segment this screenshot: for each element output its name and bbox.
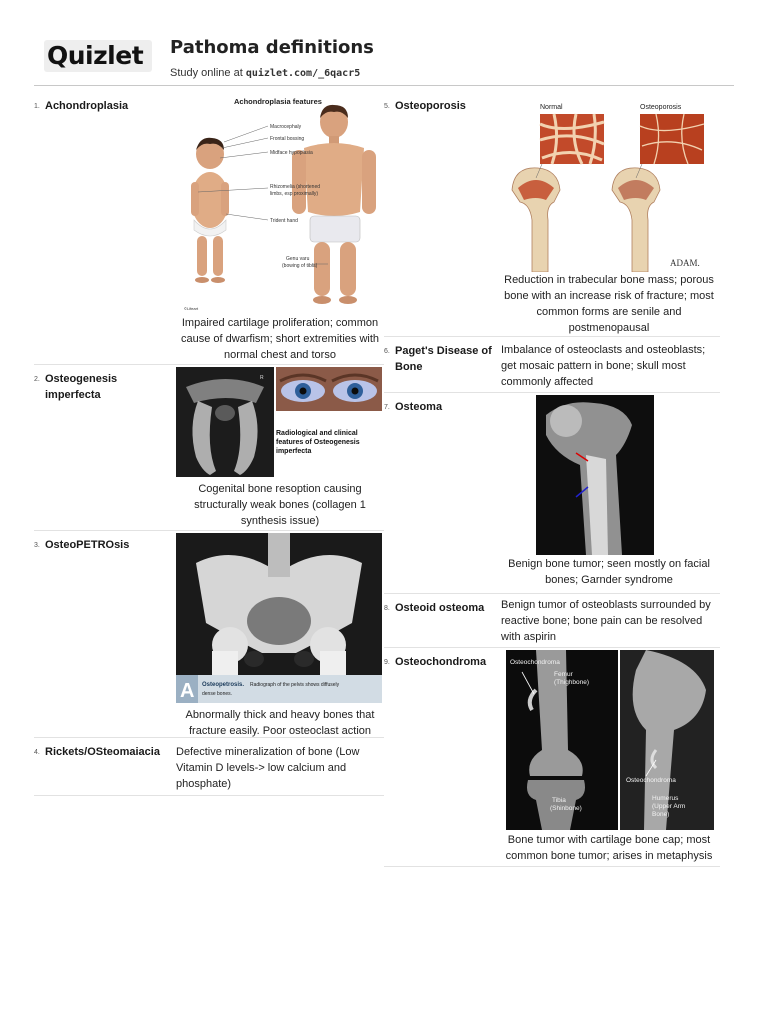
term-definition: Bone tumor with cartilage bone cap; most common bone tumor; arises in metaphysis xyxy=(505,834,713,862)
label-osteochondroma-right: Osteochondroma xyxy=(626,777,676,784)
term-definition: Benign tumor of osteoblasts surrounded by reactive bone; bone pain can be resolved with aspirin xyxy=(501,599,711,643)
label-trident-hand: Trident hand xyxy=(270,218,298,224)
figure-title: Achondroplasia features xyxy=(234,97,322,106)
term-number: 3. xyxy=(34,542,40,549)
osteoporosis-illustration xyxy=(502,100,712,272)
caption-line-2: features of Osteogenesis xyxy=(276,439,360,446)
term-definition: Abnormally thick and heavy bones that fracture easily. Poor osteoclast action xyxy=(185,709,375,737)
label-normal: Normal xyxy=(540,104,563,111)
caption-line-1: Radiological and clinical xyxy=(276,430,358,437)
term-label xyxy=(34,371,172,403)
term-number: 8. xyxy=(384,605,390,612)
term-label xyxy=(34,537,172,554)
blue-sclera-photo xyxy=(276,367,382,411)
study-online-prefix: Study online at xyxy=(170,67,243,79)
term-text: Osteoma xyxy=(395,401,443,413)
caption-text-2: dense bones. xyxy=(202,691,233,697)
term-row xyxy=(34,92,384,365)
term-number: 4. xyxy=(34,749,40,756)
term-row xyxy=(384,648,720,867)
term-number: 7. xyxy=(384,404,390,411)
term-definition: Imbalance of osteoclasts and osteoblasts; get mosaic pattern in bone; skull most commonly affected xyxy=(501,344,706,388)
label-rhizomelia-2: limbs, esp proximally) xyxy=(270,191,319,197)
achondroplasia-illustration xyxy=(182,92,378,314)
term-text: Achondroplasia xyxy=(45,100,129,112)
term-definition: Benign bone tumor; seen mostly on facial bones; Garnder syndrome xyxy=(508,558,710,586)
study-online-line xyxy=(170,67,360,79)
adam-credit: ADAM. xyxy=(670,258,700,268)
label-genu-varu-2: (bowing of tibia) xyxy=(282,263,318,269)
term-row xyxy=(384,92,720,337)
term-label xyxy=(34,98,172,115)
term-definition: Reduction in trabecular bone mass; porous bone with an increase risk of fracture; most common forms are senile and postmenopausal xyxy=(504,274,714,334)
osteogenesis-xray xyxy=(176,367,274,477)
term-text: Osteochondroma xyxy=(395,656,487,668)
adult-figure xyxy=(292,105,376,304)
term-number: 9. xyxy=(384,659,390,666)
osteopetrosis-xray xyxy=(176,533,382,703)
label-midface-hypoplasia: Midface hypoplasia xyxy=(270,150,313,156)
term-label xyxy=(384,399,522,416)
page-title: Pathoma definitions xyxy=(170,37,374,58)
term-definition: Cogenital bone resoption causing structurally weak bones (collagen 1 synthesis issue) xyxy=(194,483,366,527)
term-text: Osteoporosis xyxy=(395,100,466,112)
term-row xyxy=(384,594,720,648)
term-text: OsteoPETROsis xyxy=(45,539,130,551)
term-row xyxy=(384,393,720,594)
term-text: Paget's Disease of Bone xyxy=(395,345,492,373)
page-header xyxy=(44,34,734,86)
adam-logo xyxy=(670,256,714,268)
term-row xyxy=(34,365,384,531)
term-row xyxy=(34,738,384,796)
term-label xyxy=(34,744,174,761)
term-label xyxy=(384,654,522,671)
label-frontal-bossing: Frontal bossing xyxy=(270,136,305,142)
osteoma-xray xyxy=(536,395,654,555)
term-number: 5. xyxy=(384,103,390,110)
header-divider xyxy=(34,85,734,86)
term-number: 1. xyxy=(34,103,40,110)
label-femur-2: (Thighbone) xyxy=(554,679,590,686)
label-humerus-3: Bone) xyxy=(652,811,670,818)
term-row xyxy=(34,531,384,738)
term-text: Osteoid osteoma xyxy=(395,602,485,614)
label-genu-varu: Genu varu xyxy=(286,256,310,262)
label-osteoporosis: Osteoporosis xyxy=(640,104,682,111)
term-definition: Defective mineralization of bone (Low Vitamin D levels-> low calcium and phosphate) xyxy=(176,746,360,790)
caption-bold: Osteopetrosis. xyxy=(202,682,245,688)
osteochondroma-xrays xyxy=(506,650,714,830)
quizlet-logo[interactable]: Quizlet xyxy=(44,40,152,72)
caption-text: Radiograph of the pelvis shows diffusely xyxy=(250,682,340,688)
label-tibia: Tibia xyxy=(552,797,566,804)
label-macrocephaly: Macrocephaly xyxy=(270,124,302,130)
label-rhizomelia: Rhizomelia (shortened xyxy=(270,184,321,190)
term-number: 6. xyxy=(384,348,390,355)
term-number: 2. xyxy=(34,376,40,383)
term-row xyxy=(384,337,720,393)
osteogenesis-figure-caption xyxy=(276,425,382,465)
figure-letter: A xyxy=(180,680,195,702)
child-figure xyxy=(191,138,229,283)
figure-credit: ©Lifeart xyxy=(184,306,199,311)
term-text: Rickets/OSteomaiacia xyxy=(45,746,160,758)
label-osteochondroma-left: Osteochondroma xyxy=(510,659,560,666)
label-humerus-2: (Upper Arm xyxy=(652,803,686,810)
caption-line-3: imperfecta xyxy=(276,448,312,455)
term-text: Osteogenesis imperfecta xyxy=(45,373,118,401)
label-humerus: Humerus xyxy=(652,795,679,802)
study-online-link[interactable]: quizlet.com/_6qacr5 xyxy=(245,68,361,79)
xray-marker: R xyxy=(260,375,264,381)
term-definition: Impaired cartilage proliferation; common cause of dwarfism; short extremities with normal chest and torso xyxy=(180,317,380,361)
label-femur: Femur xyxy=(554,671,573,678)
label-tibia-2: (Shinbone) xyxy=(550,805,582,812)
